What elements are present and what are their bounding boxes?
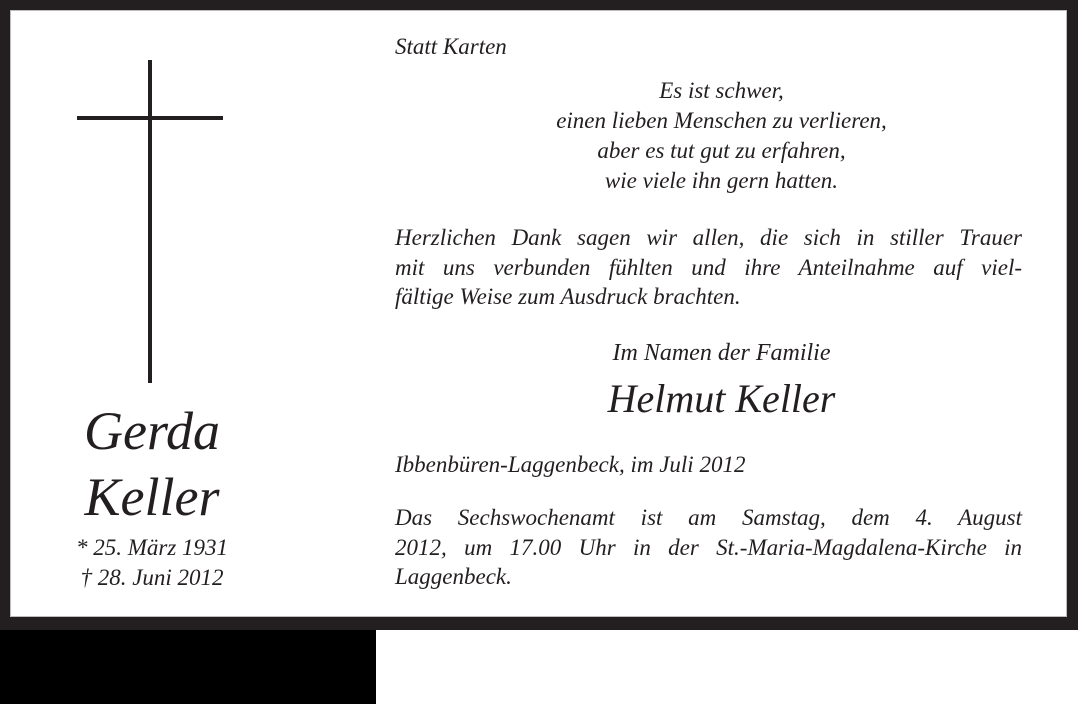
verse-line: einen lieben Menschen zu verlieren, (556, 108, 887, 133)
deceased-first-name: Gerda (84, 401, 220, 461)
service-line: 2012, um 17.00 Uhr in der St.-Maria-Magdalena-Kirche in (395, 534, 1022, 560)
place-and-date: Ibbenbüren-Laggenbeck, im Juli 2012 (395, 452, 746, 477)
verse-line: wie viele ihn gern hatten. (604, 168, 839, 193)
redacted-area (0, 630, 376, 704)
cross-vertical-bar (148, 60, 152, 383)
signature-intro: Im Namen der Familie (612, 340, 831, 366)
verse-line: Es ist schwer, (659, 78, 784, 103)
memorial-verse (408, 76, 1035, 196)
thanks-line: fältige Weise zum Ausdruck brachten. (395, 284, 741, 309)
deceased-last-name: Keller (84, 467, 220, 527)
thanks-paragraph (395, 223, 1022, 312)
death-date: † 28. Juni 2012 (80, 565, 224, 590)
service-announcement (395, 503, 1022, 592)
deceased-name (10, 398, 294, 530)
preface-statt-karten: Statt Karten (395, 34, 507, 59)
verse-line: aber es tut gut zu erfahren, (597, 138, 846, 163)
birth-date: * 25. März 1931 (75, 535, 229, 560)
cross-horizontal-bar (77, 116, 223, 120)
thanks-line: mit uns verbunden fühlten und ihre Anteilnahme auf viel- (395, 254, 1022, 280)
deceased-dates (10, 533, 294, 593)
service-line: Laggenbeck. (395, 564, 512, 589)
thanks-line: Herzlichen Dank sagen wir allen, die sich in stiller Trauer (395, 225, 1022, 250)
card-inner-paper (10, 10, 1067, 617)
service-line: Das Sechswochenamt ist am Samstag, dem 4. August (395, 505, 1022, 530)
signature-name: Helmut Keller (607, 376, 836, 421)
